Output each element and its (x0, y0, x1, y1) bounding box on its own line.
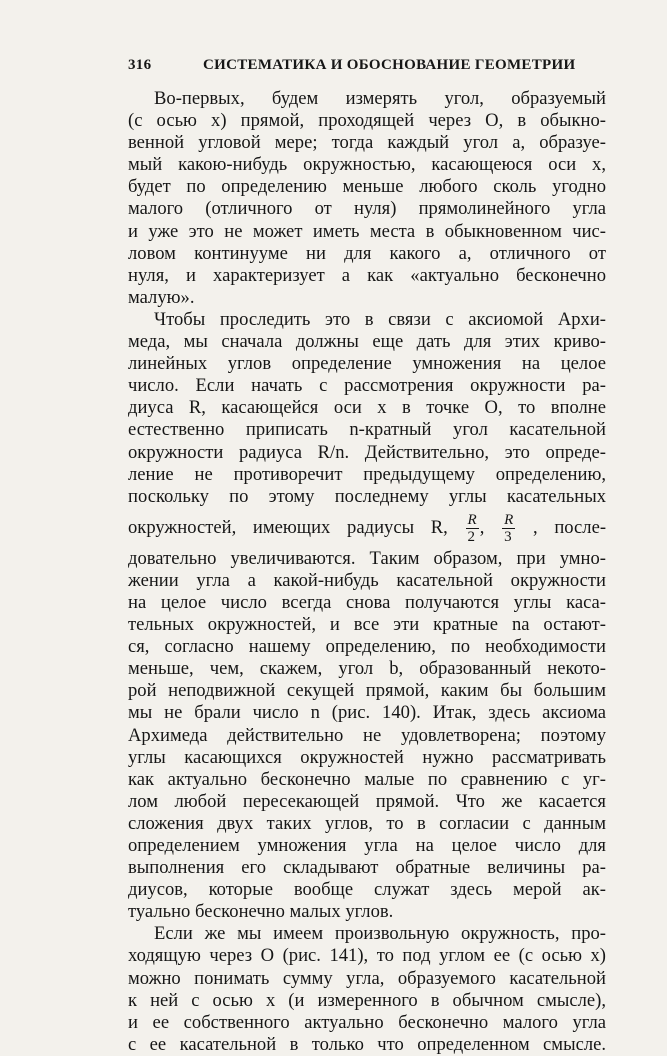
text-line: на целое число всегда снова получаются углы каса- (128, 591, 606, 613)
running-title: СИСТЕМАТИКА И ОБОСНОВАНИЕ ГЕОМЕТРИИ (203, 57, 576, 73)
fraction-denominator: 2 (467, 529, 476, 546)
text-line: малого (отличного от нуля) прямолинейного угла (128, 198, 606, 220)
formula-text-before: окружностей, имеющих радиусы R, (128, 516, 448, 538)
text-line: ходящую через O (рис. 141), то под углом ее (с осью x) (128, 945, 606, 967)
text-line: довательно увеличиваются. Таким образом, при умно- (128, 547, 606, 569)
text-line: (с осью x) прямой, проходящей через O, в обыкно- (128, 110, 606, 132)
text-line: определением умножения угла на целое число для (128, 835, 606, 856)
text-line: ся, согласно нашему определению, по необходимости (128, 636, 606, 658)
fraction-r-over-2 (466, 512, 479, 545)
text-line: Во-первых, будем измерять угол, образуемый (154, 88, 606, 109)
body-text (128, 88, 606, 1056)
text-line: малую». (128, 286, 195, 308)
text-line: сложения двух таких углов, то в согласии с данным (128, 812, 606, 834)
text-line: и уже это не может иметь места в обыкновенном чис- (128, 220, 606, 242)
formula-separator: , (479, 516, 485, 538)
text-line: лом любой пересекающей прямой. Что же касается (128, 790, 606, 812)
text-line: рой неподвижной секущей прямой, каким бы большим (128, 680, 606, 702)
fraction-numerator: R (467, 512, 477, 529)
text-line: поскольку по этому последнему углы касательных (128, 485, 606, 507)
fraction-r-over-3 (502, 512, 515, 545)
formula-line (128, 508, 606, 548)
text-line: Если же мы имеем произвольную окружность, про- (154, 923, 606, 945)
text-line: мый какою-нибудь окружностью, касающеюся оси x, (128, 154, 606, 176)
text-line: можно понимать сумму угла, образуемого касательной (128, 967, 606, 989)
text-line: окружности радиуса R/n. Действительно, это опреде- (128, 441, 606, 463)
text-line: линейных углов определение умножения на целое (128, 353, 606, 375)
text-line: как актуально бесконечно малые по сравнению с уг- (128, 768, 606, 790)
text-line: Архимеда действительно не удовлетворена; поэтому (128, 724, 606, 746)
page-number: 316 (128, 57, 152, 73)
text-line: к ней с осью x (и измеренного в обычном смысле), (128, 989, 606, 1011)
text-line: венной угловой мере; тогда каждый угол a, образуе- (128, 132, 606, 154)
text-line: нуля, и характеризует a как «актуально бесконечно (128, 264, 606, 286)
formula-text-after: , после- (532, 516, 607, 538)
text-line: тельных окружностей, и все эти кратные na остают- (128, 614, 606, 636)
text-line: и ее собственного актуально бесконечно малого угла (128, 1011, 606, 1033)
text-line: будет по определению меньше любого сколь угодно (128, 176, 606, 198)
text-line: диуса R, касающейся оси x в точке O, то вполне (128, 397, 606, 419)
text-line: естественно приписать n-кратный угол касательной (128, 419, 606, 441)
text-line: выполнения его складывают обратные величины ра- (128, 857, 606, 879)
text-line: жении угла a какой-нибудь касательной окружности (128, 569, 606, 591)
text-line: с ее касательной в только что определенном смысле. (128, 1033, 606, 1055)
text-line: меньше, чем, скажем, угол b, образованный некото- (128, 658, 606, 680)
text-line: мы не брали число n (рис. 140). Итак, здесь аксиома (128, 702, 606, 724)
text-line: туально бесконечно малых углов. (128, 901, 394, 923)
text-line: меда, мы сначала должны еще дать для этих криво- (128, 331, 606, 353)
text-line: ловом континууме ни для какого a, отличного от (128, 242, 606, 264)
fraction-denominator: 3 (504, 529, 512, 546)
text-line: ление не противоречит предыдущему определению, (128, 463, 606, 485)
text-line: диусов, которые вообще служат здесь мерой ак- (128, 879, 606, 901)
text-line: число. Если начать с рассмотрения окружности ра- (128, 375, 606, 397)
text-line: Чтобы проследить это в связи с аксиомой Архи- (154, 308, 606, 330)
text-line: углы касающихся окружностей нужно рассматривать (128, 746, 606, 768)
fraction-numerator: R (504, 512, 514, 529)
